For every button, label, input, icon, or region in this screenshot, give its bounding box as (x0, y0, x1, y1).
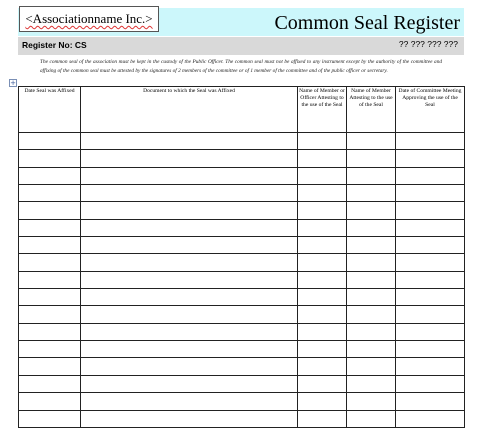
table-cell[interactable] (347, 254, 396, 271)
table-row (19, 410, 465, 427)
table-cell[interactable] (347, 185, 396, 202)
table-row (19, 393, 465, 410)
table-cell[interactable] (347, 375, 396, 392)
table-cell[interactable] (347, 271, 396, 288)
table-row (19, 237, 465, 254)
register-number: Register No: CS (22, 40, 87, 50)
table-cell[interactable] (81, 219, 298, 236)
table-cell[interactable] (81, 341, 298, 358)
table-cell[interactable] (81, 289, 298, 306)
table-cell[interactable] (396, 323, 465, 340)
table-cell[interactable] (19, 410, 81, 427)
table-cell[interactable] (298, 410, 347, 427)
table-cell[interactable] (19, 133, 81, 150)
table-cell[interactable] (396, 358, 465, 375)
table-row (19, 289, 465, 306)
table-cell[interactable] (298, 219, 347, 236)
table-cell[interactable] (396, 341, 465, 358)
table-cell[interactable] (347, 358, 396, 375)
table-cell[interactable] (19, 219, 81, 236)
table-cell[interactable] (81, 375, 298, 392)
table-cell[interactable] (298, 133, 347, 150)
table-cell[interactable] (19, 271, 81, 288)
table-cell[interactable] (347, 150, 396, 167)
table-cell[interactable] (19, 254, 81, 271)
move-cross-icon[interactable]: + (10, 78, 16, 87)
table-cell[interactable] (347, 306, 396, 323)
table-cell[interactable] (396, 167, 465, 184)
table-cell[interactable] (19, 167, 81, 184)
table-cell[interactable] (19, 375, 81, 392)
table-cell[interactable] (347, 202, 396, 219)
association-name-box[interactable] (19, 6, 159, 32)
table-row (19, 306, 465, 323)
table-cell[interactable] (298, 150, 347, 167)
table-row (19, 375, 465, 392)
table-cell[interactable] (81, 254, 298, 271)
table-cell[interactable] (298, 341, 347, 358)
table-cell[interactable] (81, 323, 298, 340)
register-phone: ?? ??? ??? ??? (398, 39, 458, 49)
table-cell[interactable] (298, 323, 347, 340)
table-cell[interactable] (347, 323, 396, 340)
seal-register-table (18, 86, 465, 428)
table-row (19, 167, 465, 184)
table-cell[interactable] (396, 237, 465, 254)
table-cell[interactable] (298, 271, 347, 288)
table-cell[interactable] (347, 133, 396, 150)
table-cell[interactable] (347, 237, 396, 254)
table-cell[interactable] (19, 341, 81, 358)
column-header-officer-attesting: Name of Member or Officer Attesting to the use of the Seal (298, 87, 347, 133)
table-cell[interactable] (19, 237, 81, 254)
column-header-committee-meeting-date: Date of Committee Meeting Approving the use of the Seal (396, 87, 465, 133)
table-row (19, 341, 465, 358)
table-cell[interactable] (347, 219, 396, 236)
table-cell[interactable] (298, 393, 347, 410)
table-row (19, 219, 465, 236)
table-cell[interactable] (81, 167, 298, 184)
page-title: Common Seal Register (274, 12, 460, 34)
column-header-date-affixed: Date Seal was Affixed (19, 87, 81, 133)
table-cell[interactable] (396, 289, 465, 306)
table-cell[interactable] (81, 237, 298, 254)
table-cell[interactable] (81, 271, 298, 288)
table-cell[interactable] (19, 185, 81, 202)
table-row (19, 150, 465, 167)
table-body (19, 133, 465, 428)
table-cell[interactable] (298, 167, 347, 184)
table-cell[interactable] (298, 358, 347, 375)
table-cell[interactable] (19, 289, 81, 306)
table-cell[interactable] (298, 289, 347, 306)
table-cell[interactable] (396, 133, 465, 150)
table-cell[interactable] (396, 410, 465, 427)
table-row (19, 323, 465, 340)
table-cell[interactable] (298, 306, 347, 323)
table-cell[interactable] (347, 393, 396, 410)
association-name: <Associationname Inc.> (25, 11, 153, 26)
table-cell[interactable] (396, 306, 465, 323)
column-header-document: Document to which the Seal was Affixed (81, 87, 298, 133)
table-cell[interactable] (298, 185, 347, 202)
table-cell[interactable] (396, 393, 465, 410)
table-cell[interactable] (81, 358, 298, 375)
table-cell[interactable] (347, 167, 396, 184)
table-cell[interactable] (396, 150, 465, 167)
column-header-member-attesting: Name of Member Attesting to the use of the Seal (347, 87, 396, 133)
table-cell[interactable] (81, 410, 298, 427)
table-row (19, 202, 465, 219)
table-cell[interactable] (298, 254, 347, 271)
table-row (19, 133, 465, 150)
table-cell[interactable] (347, 289, 396, 306)
table-cell[interactable] (81, 150, 298, 167)
table-cell[interactable] (81, 202, 298, 219)
table-cell[interactable] (396, 271, 465, 288)
table-cell[interactable] (396, 202, 465, 219)
table-row (19, 271, 465, 288)
table-cell[interactable] (19, 202, 81, 219)
table-cell[interactable] (81, 133, 298, 150)
table-cell[interactable] (81, 185, 298, 202)
table-cell[interactable] (81, 306, 298, 323)
table-cell[interactable] (347, 410, 396, 427)
table-cell[interactable] (396, 375, 465, 392)
table-cell[interactable] (19, 306, 81, 323)
table-cell[interactable] (347, 341, 396, 358)
table-row (19, 185, 465, 202)
table-cell[interactable] (298, 375, 347, 392)
table-row (19, 254, 465, 271)
table-cell[interactable] (396, 219, 465, 236)
table-cell[interactable] (298, 237, 347, 254)
table-cell[interactable] (81, 393, 298, 410)
table-row (19, 358, 465, 375)
table-header-row (19, 87, 465, 133)
table-cell[interactable] (396, 254, 465, 271)
table-cell[interactable] (19, 323, 81, 340)
table-cell[interactable] (19, 150, 81, 167)
table-cell[interactable] (19, 358, 81, 375)
table-cell[interactable] (396, 185, 465, 202)
table-cell[interactable] (298, 202, 347, 219)
table-cell[interactable] (19, 393, 81, 410)
seal-custody-notice: The common seal of the association must be kept in the custody of the Public Officer. The common seal must not be affixed to any instrument except by the authority of the committee and affixing of the common seal must be attested by the signatures of 2 members of the committee or of 1 member of the committee and of the public officer or secretary. (40, 59, 442, 74)
